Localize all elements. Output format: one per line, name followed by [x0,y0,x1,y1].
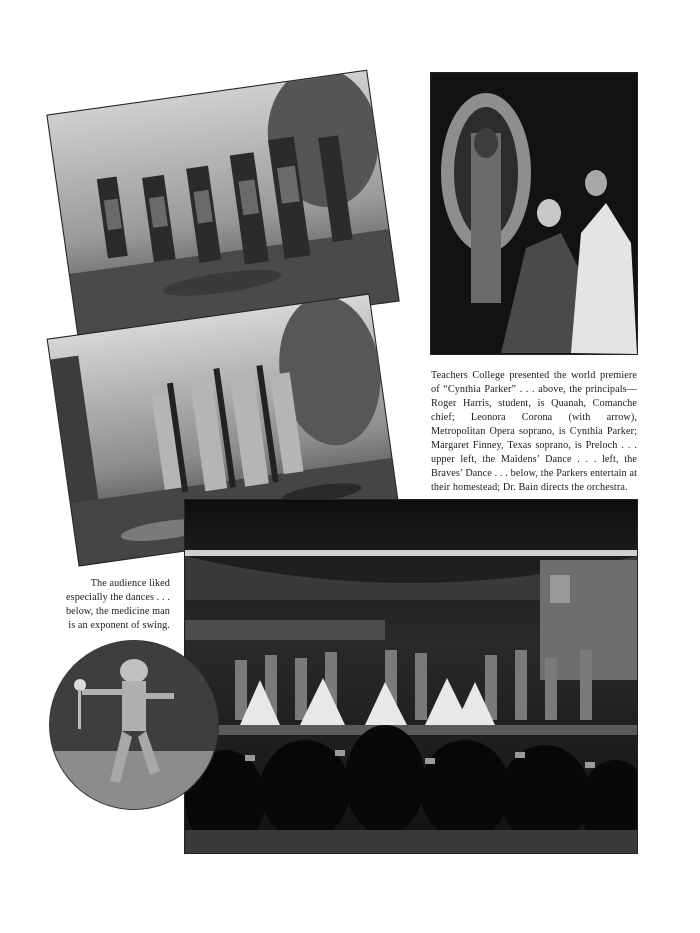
main-caption: Teachers College presented the world premiere of “Cynthia Parker” . . . above, the principals—Roger Harris, student, is Quanah, Comanche chief; Leonora Corona (with arrow), Metropolitan Opera soprano, is Cynthia Parker; Margaret Finney, Texas soprano, is Preloch . . . upper left, the Maidens’ Dance . . . left, the Braves’ Dance . . . below, the Parkers entertain at their homestead; Dr. Bain directs the orchestra. [431,370,637,493]
medicine-man-photo [50,641,218,809]
audience-caption: The audience liked especially the dances . . . below, the medicine man is an exponent of swing. [65,578,170,631]
principals-photo [431,73,637,354]
homestead-stage-photo [185,500,637,853]
